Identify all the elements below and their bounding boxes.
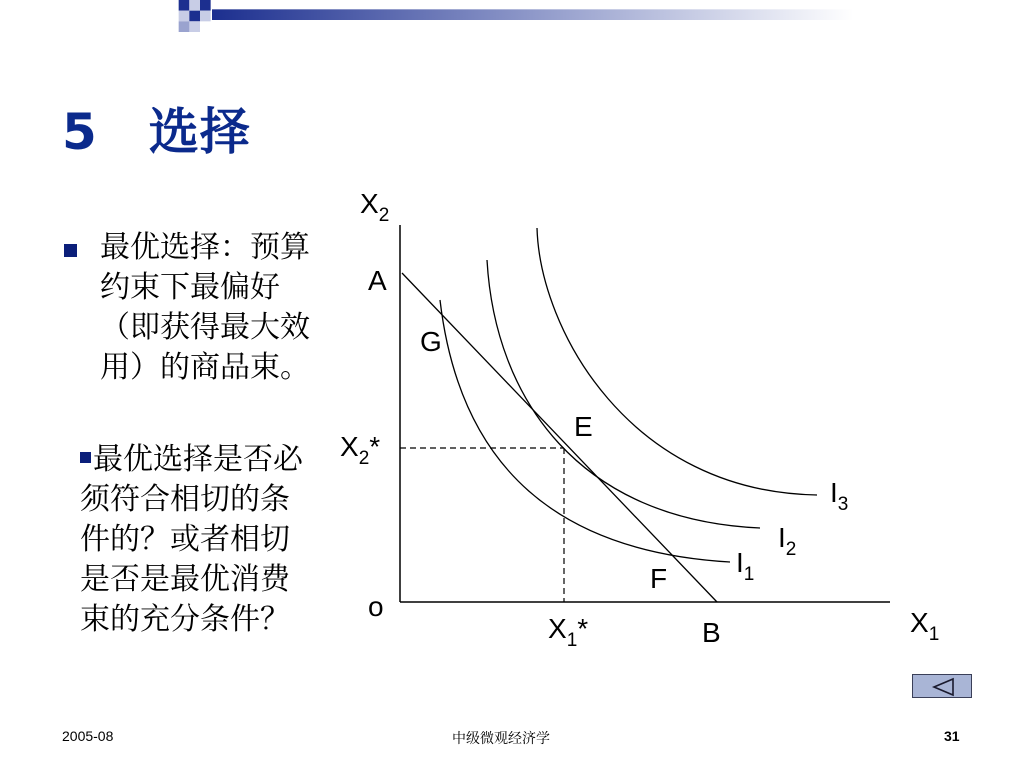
point-a-label: A: [368, 265, 387, 296]
bullet-text-1: 最优选择：预算约束下最偏好（即获得最大效用）的商品束。: [100, 230, 310, 385]
curve-i1-label: $I_1$: [736, 547, 755, 585]
point-f-label: F: [650, 563, 668, 594]
back-triangle-icon: [913, 675, 973, 699]
decorative-header-band: [0, 0, 1024, 40]
point-b-label: B: [702, 617, 721, 648]
optimal-choice-diagram: [330, 180, 970, 660]
indifference-curve-i2: [487, 260, 760, 528]
curve-i3-label: $I_3$: [830, 477, 849, 515]
origin-label: o: [368, 591, 384, 622]
slide-title: 5 选择: [62, 103, 251, 161]
x-axis-label: $X_1$: [910, 607, 940, 645]
point-g-label: G: [420, 326, 442, 357]
footer-date: 2005-08: [62, 728, 114, 744]
point-e-label: E: [574, 411, 593, 442]
bullet-text-2: 最优选择是否必须符合相切的条件的？或者相切是否是最优消费束的充分条件？: [80, 442, 303, 637]
indifference-curve-i3: [537, 228, 817, 495]
back-button[interactable]: [912, 674, 972, 698]
footer-course-title: 中级微观经济学: [452, 730, 550, 746]
y-axis-label: $X_2$: [360, 188, 390, 226]
x1-star-label: $X_1*$: [548, 613, 589, 651]
x2-star-label: $X_2*$: [340, 431, 381, 469]
page-number: 31: [944, 728, 960, 744]
curve-i2-label: $I_2$: [778, 522, 797, 560]
bullet-marker: [80, 452, 91, 463]
bullet-marker: [64, 244, 77, 257]
bullet-item-2: [80, 440, 305, 640]
